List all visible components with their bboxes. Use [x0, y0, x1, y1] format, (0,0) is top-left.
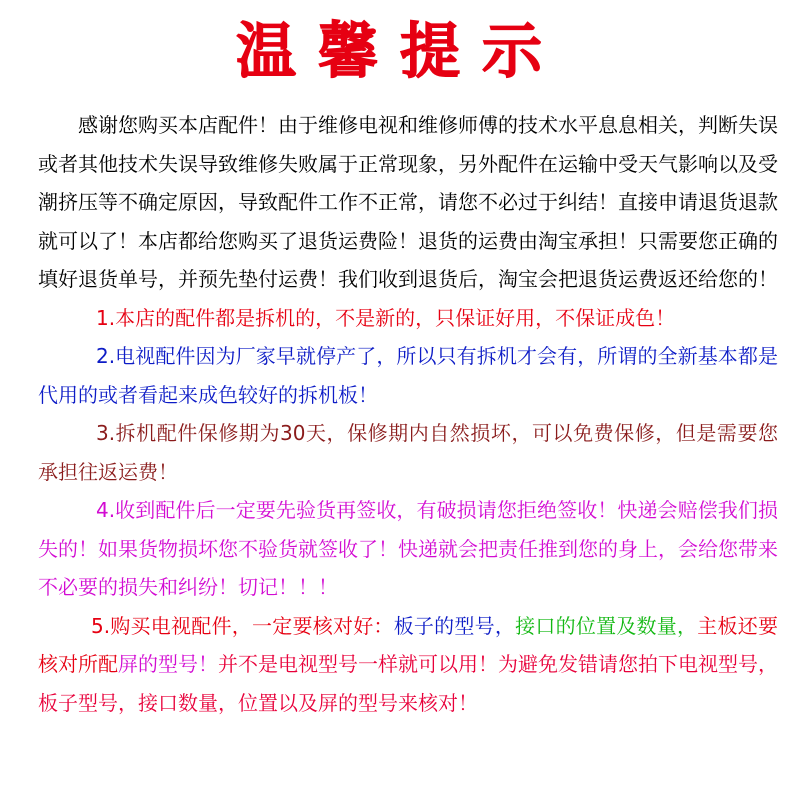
notice-body [38, 106, 778, 722]
item-3-warranty: 3.拆机配件保修期为30天，保修期内自然损坏，可以免费保修，但是需要您承担往返运费！ [38, 421, 778, 484]
item-5-board-model: 板子的型号， [393, 613, 516, 638]
item-5-closing: 并不是电视型号一样就可以用！为避免发错请您拍下电视型号，板子型号，接口数量，位置以及屏的型号来核对！ [38, 652, 778, 715]
item-5-lead: 5.购买电视配件，一定要核对好： [91, 613, 394, 638]
item-5-mainboard-check: 主板还要核对所配 [38, 613, 779, 676]
item-5-verify-models [38, 607, 778, 723]
item-5-port-position: 接口的位置及数量， [515, 613, 698, 638]
item-4-inspect-before-signing: 4.收到配件后一定要先验货再签收，有破损请您拒绝签收！快递会赔偿我们损失的！如果货物损坏您不验货就签收了！快递就会把责任推到您的身上，会给您带来不必要的损失和纠纷！切记！！！ [38, 498, 778, 599]
item-1-used-parts: 1.本店的配件都是拆机的，不是新的，只保证好用，不保证成色！ [96, 305, 676, 330]
item-2-discontinued-parts: 2.电视配件因为厂家早就停产了，所以只有拆机才会有，所谓的全新基本都是代用的或者看起来成色较好的拆机板！ [38, 344, 778, 407]
intro-paragraph: 感谢您购买本店配件！由于维修电视和维修师傅的技术水平息息相关，判断失误或者其他技术失误导致维修失败属于正常现象，另外配件在运输中受天气影响以及受潮挤压等不确定原因，导致配件工作不正常，请您不必过于纠结！直接申请退货退款就可以了！本店都给您购买了退货运费险！退货的运费由淘宝承担！只需要您正确的填好退货单号，并预先垫付运费！我们收到退货后，淘宝会把退货运费返还给您的！ [38, 113, 778, 291]
notice-title: 温馨提示 [236, 17, 564, 87]
item-5-screen-model: 屏的型号！ [118, 652, 218, 676]
